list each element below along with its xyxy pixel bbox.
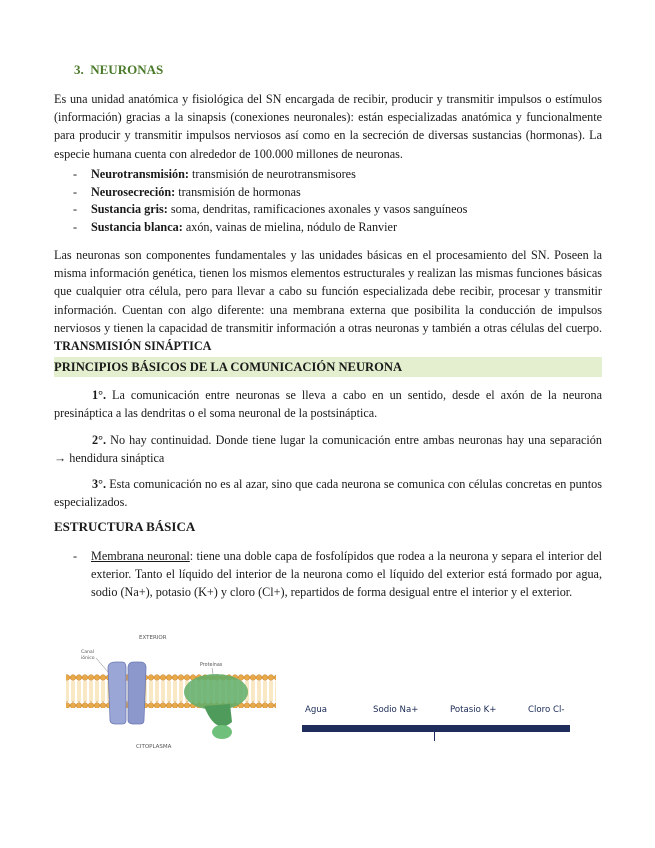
list-item	[54, 219, 602, 237]
ion-bar-labels	[300, 705, 572, 719]
principle-3	[54, 475, 602, 511]
principle-number: 2°.	[92, 433, 107, 447]
bullet-dash: -	[73, 184, 78, 199]
bullet-text: transmisión de hormonas	[175, 184, 301, 199]
bullet-dash: -	[73, 549, 78, 563]
bullet-term: Neurosecreción:	[91, 184, 176, 199]
membrane-paragraph	[54, 547, 602, 601]
principle-2	[54, 431, 602, 467]
ion-label-water: Agua	[305, 705, 328, 715]
principle-number: 3°.	[92, 477, 107, 491]
synaptic-transmission-term: TRANSMISIÓN SINÁPTICA	[54, 339, 212, 354]
ion-bar-tick	[434, 732, 435, 741]
cytoplasm-label: CITOPLASMA	[136, 744, 172, 750]
neurons-paragraph	[54, 246, 602, 355]
channel-label-line-2: iónico	[81, 656, 95, 661]
ion-label-chlorine: Cloro Cl-	[528, 705, 565, 715]
intro-paragraph: Es una unidad anatómica y fisiológica del SN encargada de recibir, producir y transmitir impulsos o estímulos (información) gracias a la sinapsis (conexiones neuronales): están especializadas anatómica y funcionalmente para producir y transmitir impulsos nerviosos así como en la secreción de diversas sustancias (hormonas). La especie humana cuenta con alrededor de 100.000 millones de neuronas.	[54, 92, 602, 161]
list-item	[54, 184, 602, 202]
ion-label-sodium: Sodio Na+	[373, 705, 419, 715]
bullet-dash: -	[73, 202, 78, 216]
principle-number: 1°.	[92, 388, 107, 402]
principle-text: Esta comunicación no es al azar, sino que cada neurona se comunica con células concretas en puntos especializados.	[54, 477, 602, 509]
structure-heading: ESTRUCTURA BÁSICA	[54, 519, 196, 534]
neurons-paragraph-text: Las neuronas son componentes fundamentales y las unidades básicas en el procesamiento del SN. Poseen la misma información genética, tienen los mismos elementos estructurales y realizan las mismas funciones básicas que cualquier otra célula, pero para llevar a cabo su función especializada debe recibir, procesar y transmitir información. Cuentan con algo diferente: una membrana externa que posibilita la conducción de impulsos nerviosos y tienen la capacidad de transmitir información a otras neuronas y también a otras células del cuerpo.	[54, 248, 602, 335]
bullet-dash: -	[73, 219, 78, 234]
principles-heading	[54, 357, 602, 377]
bullet-dash: -	[73, 167, 78, 181]
principle-text: La comunicación entre neuronas se lleva a cabo en un sentido, desde el axón de la neurona presináptica a las dendritas o el soma neuronal de la postsináptica.	[54, 388, 602, 420]
ion-bar-line	[302, 725, 570, 732]
section-title	[74, 62, 163, 78]
membrane-term: Membrana neuronal	[91, 549, 190, 563]
bullet-term: Neurotransmisión:	[91, 167, 189, 181]
proteins-label: Proteínas	[200, 663, 223, 668]
membrane-text: : tiene una doble capa de fosfolípidos que rodea a la neurona y separa el interior del exterior. Tanto el líquido del interior de la neurona como el líquido del exterior está formado por agua, sodio (Na+), potasio (K+) y cloro (Cl+), repartidos de forma desigual entre el interior y el exterior.	[91, 549, 602, 599]
bullet-term: Sustancia gris:	[91, 202, 168, 216]
list-item	[54, 201, 602, 219]
bullet-text: axón, vainas de mielina, nódulo de Ranvier	[182, 219, 398, 234]
bullet-term: Sustancia blanca:	[91, 219, 183, 234]
principle-text: No hay continuidad. Donde tiene lugar la comunicación entre ambas neuronas hay una separación → hendidura sináptica	[54, 433, 602, 465]
membrane-upper-heads	[66, 674, 276, 681]
bullet-list	[54, 166, 602, 236]
bullet-text: transmisión de neurotransmisores	[188, 167, 356, 181]
ion-label-potassium: Potasio K+	[450, 705, 497, 715]
principles-heading-text: PRINCIPIOS BÁSICOS DE LA COMUNICACIÓN NEURONA	[54, 360, 403, 374]
exterior-label: EXTERIOR	[139, 635, 167, 641]
principle-1	[54, 386, 602, 422]
membrane-illustration	[64, 632, 278, 752]
ion-bar	[300, 705, 572, 745]
membrane-lower-heads	[66, 701, 276, 708]
section-number: 3.	[74, 62, 84, 77]
list-item	[54, 166, 602, 184]
section-title-text: NEURONAS	[90, 62, 164, 77]
bullet-text: soma, dendritas, ramificaciones axonales y vasos sanguíneos	[167, 202, 468, 216]
channel-label-line-1: Canal	[81, 650, 95, 655]
